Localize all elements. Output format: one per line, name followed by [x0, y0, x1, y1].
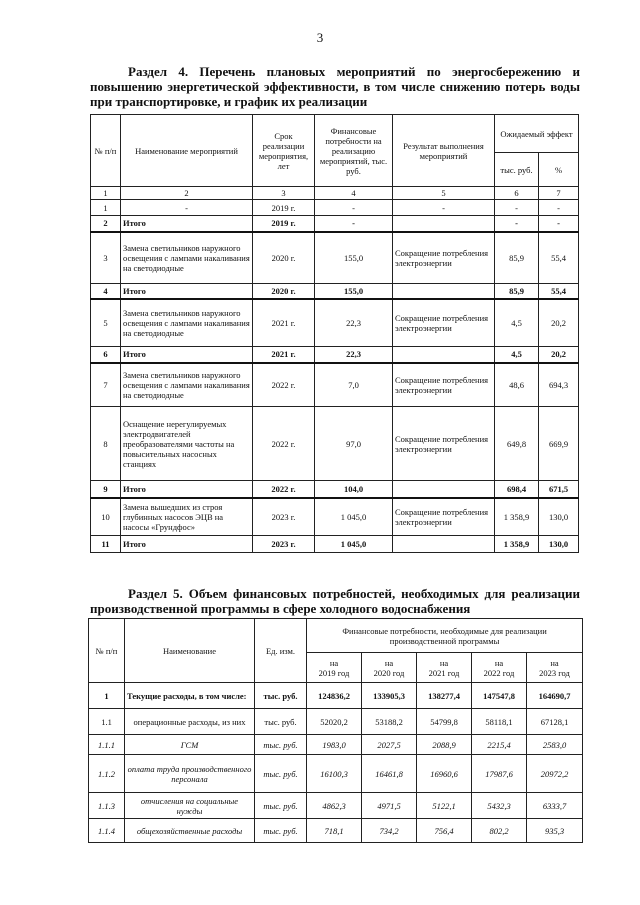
cell-unit: тыс. руб.: [255, 735, 307, 755]
cell-effect-pct: -: [539, 200, 579, 216]
cell-name: Итого: [121, 216, 253, 232]
cell-effect-pct: -: [539, 216, 579, 232]
cell-finance: 155,0: [315, 232, 393, 284]
col-number: 5: [393, 187, 495, 200]
cell-finance: 7,0: [315, 363, 393, 407]
cell-effect-pct: 130,0: [539, 536, 579, 553]
table-row: [91, 363, 579, 407]
cell-num: 1.1.4: [89, 819, 125, 843]
cell-result: -: [393, 200, 495, 216]
cell-effect-rub: 85,9: [495, 232, 539, 284]
cell-effect-rub: -: [495, 200, 539, 216]
table-row: [89, 735, 583, 755]
section-5-title: Раздел 5. Объем финансовых потребностей, необходимых для реализации производственной программы в сфере холодного водоснабжения: [90, 586, 580, 616]
header-year-value: 2023 год: [539, 667, 570, 678]
cell-finance: 1 045,0: [315, 536, 393, 553]
cell-name: Замена светильников наружного освещения с лампами накаливания на светодиодные: [121, 299, 253, 347]
table-row: [91, 536, 579, 553]
header-year: [362, 653, 417, 683]
cell-finance: 155,0: [315, 284, 393, 299]
cell-value: 6333,7: [527, 793, 583, 819]
header-finance: Финансовые потребности, необходимые для реализации производственной программы: [307, 619, 583, 653]
cell-result: [393, 536, 495, 553]
cell-effect-rub: 4,5: [495, 299, 539, 347]
cell-effect-pct: 20,2: [539, 299, 579, 347]
cell-value: 2583,0: [527, 735, 583, 755]
cell-num: 1.1: [89, 709, 125, 735]
cell-term: 2021 г.: [253, 299, 315, 347]
cell-unit: тыс. руб.: [255, 819, 307, 843]
cell-value: 2027,5: [362, 735, 417, 755]
cell-effect-pct: 671,5: [539, 481, 579, 498]
header-year-value: 2019 год: [318, 667, 350, 678]
header-year-pre: на: [550, 657, 559, 668]
section-5-table: [88, 618, 583, 843]
cell-value: 58118,1: [472, 709, 527, 735]
cell-effect-rub: 1 358,9: [495, 536, 539, 553]
cell-name: Итого: [121, 347, 253, 363]
cell-value: 5122,1: [417, 793, 472, 819]
table-row: [89, 683, 583, 709]
cell-num: 8: [91, 407, 121, 481]
col-number: 3: [253, 187, 315, 200]
cell-value: 935,3: [527, 819, 583, 843]
header-year-value: 2021 год: [428, 667, 460, 678]
cell-unit: тыс. руб.: [255, 709, 307, 735]
cell-num: 1: [91, 200, 121, 216]
col-number: 7: [539, 187, 579, 200]
cell-term: 2022 г.: [253, 363, 315, 407]
cell-name: Замена светильников наружного освещения с лампами накаливания на светодиодные: [121, 232, 253, 284]
header-year-pre: на: [494, 657, 504, 668]
cell-name: ГСМ: [125, 735, 255, 755]
cell-name: операционные расходы, из них: [125, 709, 255, 735]
cell-value: 16461,8: [362, 755, 417, 793]
header-year: [527, 653, 583, 683]
table-row: [91, 284, 579, 299]
cell-effect-pct: 669,9: [539, 407, 579, 481]
cell-effect-pct: 55,4: [539, 232, 579, 284]
header-name: Наименование мероприятий: [121, 115, 253, 187]
table-row: [91, 200, 579, 216]
cell-term: 2019 г.: [253, 200, 315, 216]
cell-name: оплата труда производственного персонала: [125, 755, 255, 793]
header-result: Результат выполнения мероприятий: [393, 115, 495, 187]
cell-value: 5432,3: [472, 793, 527, 819]
cell-value: 20972,2: [527, 755, 583, 793]
cell-result: Сокращение потребления электроэнергии: [393, 363, 495, 407]
table-row: [91, 232, 579, 284]
cell-term: 2022 г.: [253, 407, 315, 481]
cell-num: 2: [91, 216, 121, 232]
cell-num: 6: [91, 347, 121, 363]
cell-num: 7: [91, 363, 121, 407]
cell-result: Сокращение потребления электроэнергии: [393, 498, 495, 536]
cell-term: 2023 г.: [253, 498, 315, 536]
cell-finance: 104,0: [315, 481, 393, 498]
col-number: 1: [91, 187, 121, 200]
header-year: [417, 653, 472, 683]
header-year: [472, 653, 527, 683]
cell-num: 9: [91, 481, 121, 498]
page-number: 3: [316, 30, 324, 45]
cell-value: 1983,0: [307, 735, 362, 755]
cell-value: 2215,4: [472, 735, 527, 755]
cell-result: [393, 347, 495, 363]
cell-term: 2019 г.: [253, 216, 315, 232]
cell-result: [393, 216, 495, 232]
cell-effect-pct: 694,3: [539, 363, 579, 407]
table-row: [91, 347, 579, 363]
cell-effect-pct: 130,0: [539, 498, 579, 536]
col-number: 6: [495, 187, 539, 200]
cell-value: 4971,5: [362, 793, 417, 819]
cell-unit: тыс. руб.: [255, 755, 307, 793]
header-year-value: 2020 год: [373, 667, 405, 678]
cell-result: Сокращение потребления электроэнергии: [393, 232, 495, 284]
cell-value: 4862,3: [307, 793, 362, 819]
cell-finance: 97,0: [315, 407, 393, 481]
header-name: Наименование: [125, 619, 255, 683]
cell-value: 17987,6: [472, 755, 527, 793]
cell-value: 52020,2: [307, 709, 362, 735]
header-num: № п/п: [91, 115, 121, 187]
cell-num: 3: [91, 232, 121, 284]
cell-num: 5: [91, 299, 121, 347]
cell-effect-rub: 649,8: [495, 407, 539, 481]
cell-effect-rub: 4,5: [495, 347, 539, 363]
cell-name: Итого: [121, 481, 253, 498]
cell-finance: -: [315, 216, 393, 232]
header-term: Срок реализации мероприятия, лет: [253, 115, 315, 187]
cell-value: 67128,1: [527, 709, 583, 735]
table-row: [89, 709, 583, 735]
header-finance: Финансовые потребности на реализацию мероприятий, тыс. руб.: [315, 115, 393, 187]
cell-result: [393, 481, 495, 498]
header-effect: Ожидаемый эффект: [495, 115, 579, 153]
cell-value: 124836,2: [307, 683, 362, 709]
cell-effect-pct: 20,2: [539, 347, 579, 363]
cell-num: 11: [91, 536, 121, 553]
table-row: [91, 498, 579, 536]
cell-result: Сокращение потребления электроэнергии: [393, 299, 495, 347]
table-row: [89, 755, 583, 793]
cell-value: 2088,9: [417, 735, 472, 755]
cell-finance: 22,3: [315, 347, 393, 363]
cell-finance: 1 045,0: [315, 498, 393, 536]
cell-value: 147547,8: [472, 683, 527, 709]
cell-term: 2022 г.: [253, 481, 315, 498]
cell-value: 54799,8: [417, 709, 472, 735]
cell-name: Оснащение нерегулируемых электродвигателей преобразователями частоты на повысительных насосных станциях: [121, 407, 253, 481]
cell-name: Замена вышедших из строя глубинных насосов ЭЦВ на насосы «Грундфос»: [121, 498, 253, 536]
cell-unit: тыс. руб.: [255, 793, 307, 819]
table-row: [89, 793, 583, 819]
cell-name: Итого: [121, 284, 253, 299]
cell-value: 734,2: [362, 819, 417, 843]
cell-value: 718,1: [307, 819, 362, 843]
cell-term: 2020 г.: [253, 284, 315, 299]
cell-effect-rub: 85,9: [495, 284, 539, 299]
table-row: [89, 819, 583, 843]
header-effect-rub: тыс. руб.: [495, 153, 539, 187]
cell-name: -: [121, 200, 253, 216]
cell-value: 138277,4: [417, 683, 472, 709]
section-4-title: Раздел 4. Перечень плановых мероприятий по энергосбережению и повышению энергетической эффективности, в том числе снижению потерь воды при транспортировке, и график их реализации: [90, 64, 580, 109]
cell-term: 2020 г.: [253, 232, 315, 284]
cell-name: Текущие расходы, в том числе:: [125, 683, 255, 709]
cell-effect-rub: 698,4: [495, 481, 539, 498]
table-row: [91, 216, 579, 232]
cell-effect-rub: -: [495, 216, 539, 232]
header-year-pre: на: [439, 657, 449, 668]
cell-num: 1.1.2: [89, 755, 125, 793]
cell-term: 2021 г.: [253, 347, 315, 363]
table-row: [91, 407, 579, 481]
cell-value: 53188,2: [362, 709, 417, 735]
cell-name: Замена светильников наружного освещения с лампами накаливания на светодиодные: [121, 363, 253, 407]
header-num: № п/п: [89, 619, 125, 683]
cell-unit: тыс. руб.: [255, 683, 307, 709]
header-year-value: 2022 год: [483, 667, 515, 678]
cell-value: 16960,6: [417, 755, 472, 793]
header-year-pre: на: [329, 657, 339, 668]
cell-name: общехозяйственные расходы: [125, 819, 255, 843]
cell-result: Сокращение потребления электроэнергии: [393, 407, 495, 481]
cell-result: [393, 284, 495, 299]
cell-num: 4: [91, 284, 121, 299]
cell-num: 1: [89, 683, 125, 709]
table-row: [91, 299, 579, 347]
cell-name: отчисления на социальные нужды: [125, 793, 255, 819]
cell-num: 10: [91, 498, 121, 536]
cell-finance: 22,3: [315, 299, 393, 347]
header-year: [307, 653, 362, 683]
section-4-table: [90, 114, 579, 553]
col-number: 4: [315, 187, 393, 200]
cell-effect-rub: 48,6: [495, 363, 539, 407]
cell-value: 756,4: [417, 819, 472, 843]
header-year-pre: на: [384, 657, 394, 668]
cell-num: 1.1.1: [89, 735, 125, 755]
cell-value: 133905,3: [362, 683, 417, 709]
cell-name: Итого: [121, 536, 253, 553]
cell-value: 164690,7: [527, 683, 583, 709]
cell-effect-pct: 55,4: [539, 284, 579, 299]
cell-value: 16100,3: [307, 755, 362, 793]
header-effect-pct: %: [539, 153, 579, 187]
cell-value: 802,2: [472, 819, 527, 843]
cell-term: 2023 г.: [253, 536, 315, 553]
cell-finance: -: [315, 200, 393, 216]
header-unit: Ед. изм.: [255, 619, 307, 683]
col-number: 2: [121, 187, 253, 200]
cell-effect-rub: 1 358,9: [495, 498, 539, 536]
cell-num: 1.1.3: [89, 793, 125, 819]
table-row: [91, 481, 579, 498]
